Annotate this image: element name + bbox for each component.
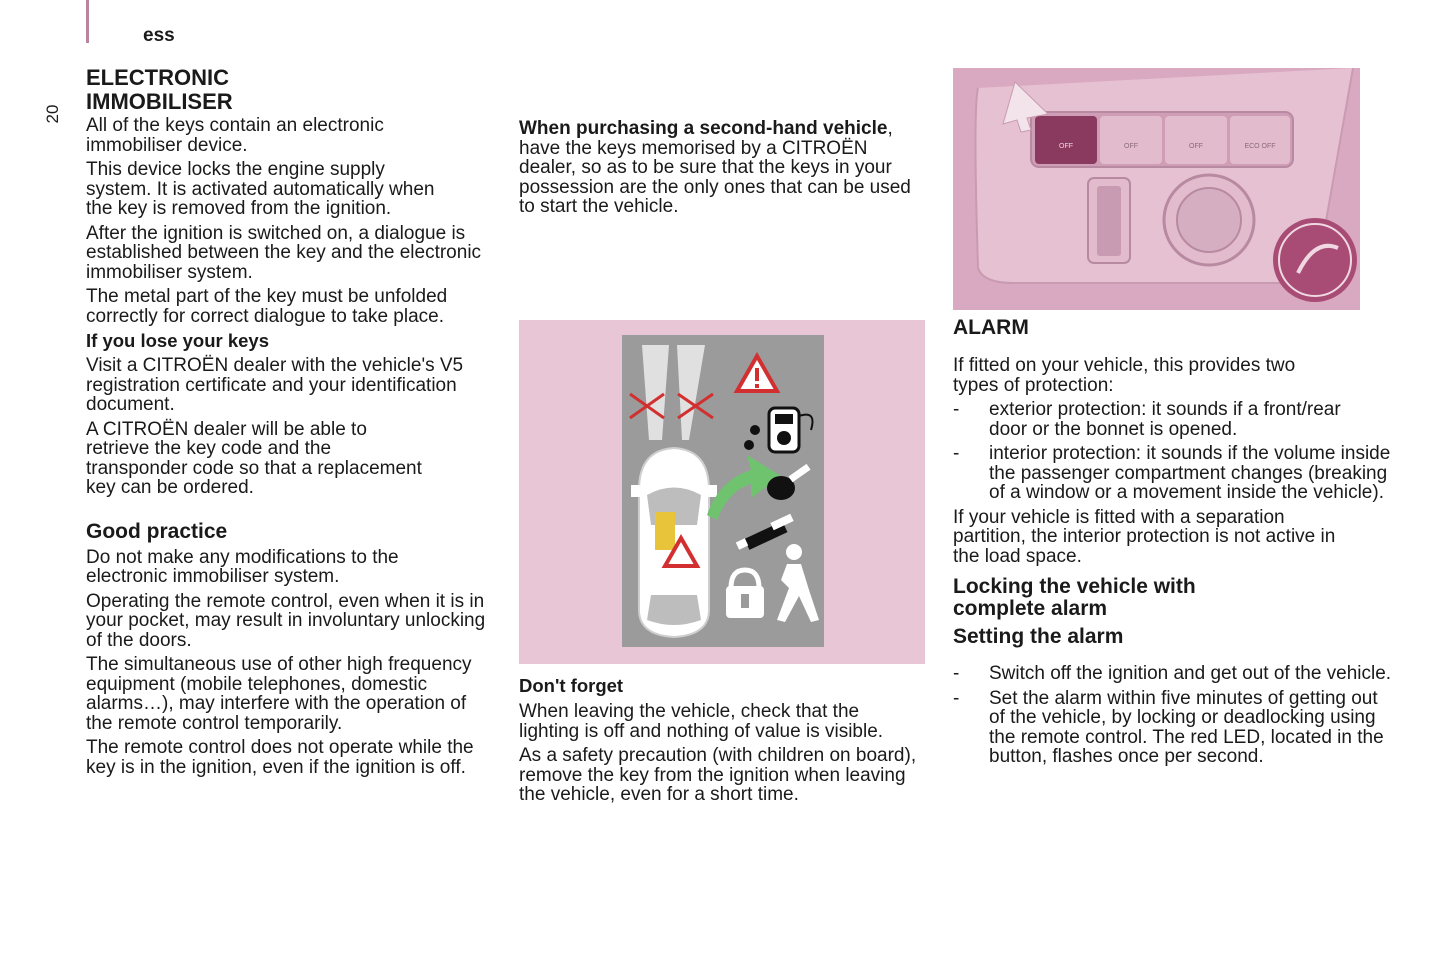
panel-label-2: OFF xyxy=(1124,143,1138,150)
col1-p5: Visit a CITROËN dealer with the vehicle's V5 registration certificate and your identification document. xyxy=(86,355,464,415)
car-top-view-icon xyxy=(631,448,717,637)
col1-p6: A CITROËN dealer will be able to retrieve the key code and the transponder code so that a replacement key can be ordered. xyxy=(86,418,422,498)
col1-p8: Operating the remote control, even when it is in your pocket, may result in involuntary unlocking of the doors. xyxy=(86,590,486,651)
bullet-interior: - interior protection: it sounds if the volume inside the passenger compartment changes (breaking of a window or a movement inside the vehicle). xyxy=(953,443,1391,503)
col3-p2: If your vehicle is fitted with a separation partition, the interior protection is not active in the load space. xyxy=(953,506,1336,567)
locking-heading: Locking the vehicle with complete alarm xyxy=(953,575,1196,620)
col2-p2: As a safety precaution (with children on board), remove the key from the ignition when leaving the vehicle, even for a short time. xyxy=(519,745,917,805)
col1-p1: All of the keys contain an electronic immobiliser device. xyxy=(86,115,384,156)
purchase-note xyxy=(519,119,924,222)
col1-p2: This device locks the engine supply system. It is activated automatically when the key is removed from the ignition. xyxy=(86,159,435,219)
panel-label-1: OFF xyxy=(1059,143,1073,150)
col1-p3: After the ignition is switched on, a dialogue is established between the key and the electronic immobiliser system. xyxy=(86,222,482,283)
good-practice-heading: Good practice xyxy=(86,519,228,543)
warning-pictogram xyxy=(519,320,925,664)
bullet-set-alarm: - Set the alarm within five minutes of getting out of the vehicle, by locking or deadlocking using the remote control. The red LED, located in the button, flashes once per second. xyxy=(953,687,1384,767)
column-3 xyxy=(953,316,1392,772)
col3-p1: If fitted on your vehicle, this provides two types of protection: xyxy=(953,355,1296,396)
immobiliser-title: ELECTRONIC IMMOBILISER xyxy=(86,65,233,114)
purchase-bold: When purchasing a second-hand vehicle xyxy=(519,118,888,139)
col1-p10: The remote control does not operate while the key is in the ignition, even if the ignition is off. xyxy=(86,737,474,778)
col1-p4: The metal part of the key must be unfolded correctly for correct dialogue to take place. xyxy=(86,286,448,327)
purchase-rest: , have the keys memorised by a CITROËN dealer, so as to be sure that the keys in your possession are the only ones that can be used to start the vehicle. xyxy=(519,118,911,217)
dont-forget-note xyxy=(519,676,924,810)
panel-label-4: ECO OFF xyxy=(1244,143,1276,150)
bullet-exterior: - exterior protection: it sounds if a front/rear door or the bonnet is opened. xyxy=(953,399,1341,440)
alarm-badge-icon xyxy=(1273,218,1357,302)
col1-p7: Do not make any modifications to the electronic immobiliser system. xyxy=(86,546,399,587)
col2-p1: When leaving the vehicle, check that the lighting is off and nothing of value is visible. xyxy=(519,701,884,742)
dont-forget-heading: Don't forget xyxy=(519,675,624,696)
setting-heading: Setting the alarm xyxy=(953,625,1124,648)
col1-p9: The simultaneous use of other high frequency equipment (mobile telephones, domestic alarms…), may interfere with the operation of the remote control temporarily. xyxy=(86,654,472,734)
section-label: ess xyxy=(143,25,175,46)
immobiliser-illustration xyxy=(519,320,925,664)
alarm-title: ALARM xyxy=(953,316,1029,339)
safety-vest-icon xyxy=(655,512,675,550)
lose-keys-heading: If you lose your keys xyxy=(86,330,270,351)
column-1 xyxy=(86,66,506,782)
alarm-button-photo xyxy=(953,68,1360,310)
header-accent-bar xyxy=(86,0,89,43)
alarm-off-button xyxy=(1035,116,1097,164)
bullet-switch-off: - Switch off the ignition and get out of the vehicle. xyxy=(953,663,1392,684)
panel-label-3: OFF xyxy=(1189,143,1203,150)
page-number: 20 xyxy=(43,104,62,124)
